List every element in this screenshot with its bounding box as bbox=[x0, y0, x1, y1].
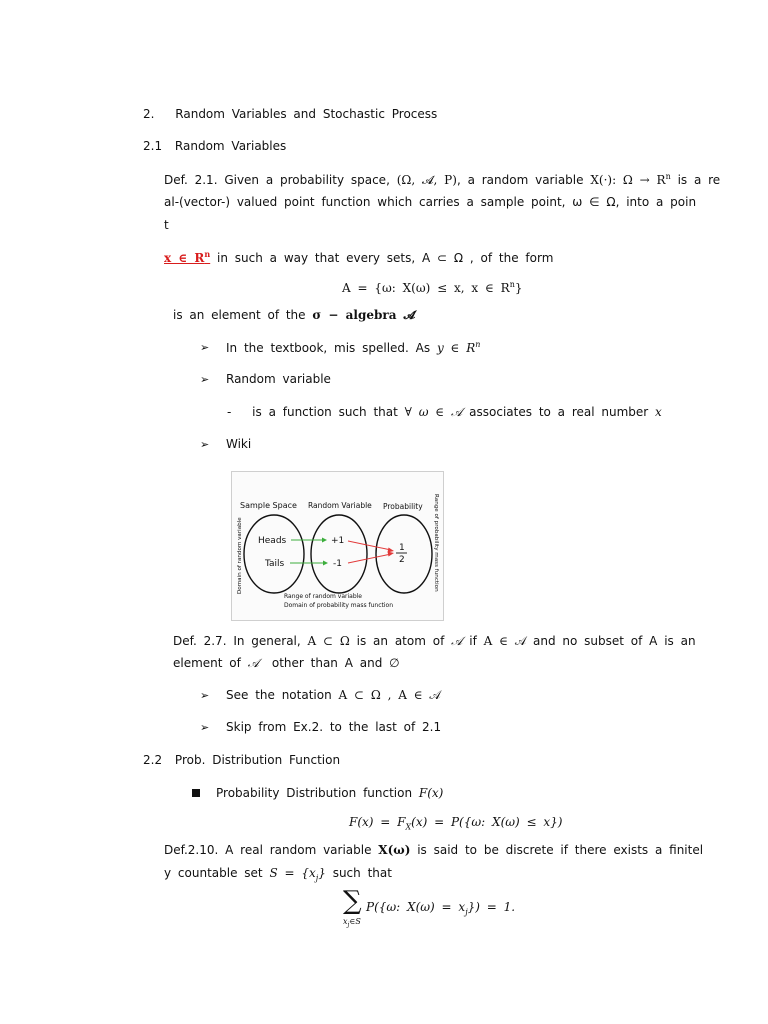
def-math: 𝒜 bbox=[451, 634, 463, 648]
def-text: y countable set bbox=[164, 866, 270, 880]
arrow-bullet-icon: ➢ bbox=[200, 341, 210, 354]
def-math bbox=[269, 866, 326, 883]
header-sample-space: Sample Space bbox=[240, 501, 297, 510]
half-denominator: 2 bbox=[399, 555, 405, 565]
bullet-wiki: Wiki bbox=[226, 437, 252, 451]
right-vertical-label: Range of probability mass function bbox=[433, 494, 439, 592]
section-title: Random Variables bbox=[174, 139, 287, 153]
sum-sub-j: j bbox=[347, 921, 350, 929]
dash-math: ∀ ω ∈ 𝒜 bbox=[404, 405, 463, 419]
def-text: Def. 2.7. In general, bbox=[173, 634, 308, 648]
bullet-math: A ⊂ Ω , A ∈ 𝒜 bbox=[338, 688, 441, 702]
def-text: is a re bbox=[670, 173, 721, 187]
plus-one-label: +1 bbox=[331, 536, 345, 546]
arrow-bullet-icon: ➢ bbox=[200, 689, 210, 702]
bullet-math: y ∈ R bbox=[436, 341, 476, 355]
random-variable-diagram bbox=[232, 472, 443, 620]
tails-label: Tails bbox=[265, 559, 285, 569]
red-arrowhead-icon bbox=[388, 552, 395, 557]
def-text: if bbox=[462, 634, 484, 648]
pdf-bullet bbox=[216, 786, 443, 800]
def-2-1-line-3: t bbox=[164, 218, 169, 232]
bullet-text: Probability Distribution function bbox=[216, 786, 419, 800]
def-math: A ∈ 𝒜 bbox=[483, 634, 527, 648]
bold-math: X(ω) bbox=[378, 843, 411, 857]
def-text: Def. 2.1. Given a probability space, bbox=[164, 173, 397, 187]
bullet-text: See the notation bbox=[226, 688, 339, 702]
def-text: other than A and ∅ bbox=[265, 656, 400, 670]
dash-item bbox=[227, 405, 662, 420]
sum-sub-x: x bbox=[343, 917, 348, 926]
rv-map: X(·): Ω → R bbox=[590, 173, 666, 187]
def-2-1-line-1 bbox=[164, 172, 721, 188]
header-probability: Probability bbox=[383, 502, 423, 511]
def-text: is an element of the bbox=[173, 308, 313, 322]
half-numerator: 1 bbox=[399, 543, 405, 553]
formula-sup: n bbox=[509, 280, 515, 289]
set-formula bbox=[342, 280, 523, 295]
def-text: is said to be discrete if there exists a finitel bbox=[410, 843, 704, 857]
left-vertical-label: Domain of random variable bbox=[237, 517, 243, 594]
formula-text: F(x) = F bbox=[349, 815, 406, 829]
rv-map-math bbox=[590, 173, 670, 187]
dash-text: associates to a real number bbox=[462, 405, 656, 419]
sum-sub-rest: ∈S bbox=[349, 917, 361, 926]
def-2-10-line-1 bbox=[164, 843, 704, 857]
random-variable-ellipse bbox=[311, 515, 367, 593]
formula-sub: X bbox=[405, 822, 412, 832]
bottom-label-range: Range of random variable bbox=[284, 593, 362, 600]
sum-symbol: ∑ bbox=[343, 886, 362, 916]
set-math: S = {x bbox=[269, 866, 316, 880]
def-text: is an atom of bbox=[349, 634, 452, 648]
sample-space-ellipse bbox=[244, 515, 304, 593]
arrow-bullet-icon: ➢ bbox=[200, 438, 210, 451]
dash-math: x bbox=[655, 405, 662, 419]
probability-ellipse bbox=[376, 515, 432, 593]
pdf-formula bbox=[349, 815, 562, 831]
def-math: 𝒜 bbox=[247, 656, 260, 670]
sum-expr-text: P({ω: X(ω) = x bbox=[366, 900, 466, 914]
set-math-end: } bbox=[318, 866, 326, 880]
square-bullet-icon bbox=[192, 789, 200, 797]
bullet-math: F(x) bbox=[418, 786, 444, 800]
set-math-sub: j bbox=[315, 873, 319, 883]
green-arrowhead-icon bbox=[323, 561, 328, 566]
bullet-textbook bbox=[226, 340, 480, 355]
red-arrow-plus bbox=[348, 541, 391, 550]
bullet-random-variable: Random variable bbox=[226, 372, 331, 386]
def-2-7-line-2 bbox=[173, 656, 400, 671]
def-text: Def.2.10. A real random variable bbox=[164, 843, 379, 857]
minus-one-label: -1 bbox=[333, 559, 342, 569]
def-text: and no subset of A is an bbox=[526, 634, 696, 648]
section-title: Prob. Distribution Function bbox=[174, 753, 341, 767]
arrow-bullet-icon: ➢ bbox=[200, 373, 210, 386]
section-2-heading bbox=[143, 107, 437, 121]
sum-expr-end: }) = 1. bbox=[467, 900, 516, 914]
section-2-1-heading bbox=[143, 139, 286, 153]
def-2-1-line-4 bbox=[164, 249, 553, 265]
def-math: A ⊂ Ω bbox=[307, 634, 350, 648]
def-2-1-line-6 bbox=[173, 308, 415, 323]
section-title: Random Variables and Stochastic Process bbox=[175, 107, 438, 121]
bullet-notation bbox=[226, 688, 441, 703]
section-number: 2. bbox=[143, 107, 155, 121]
heads-label: Heads bbox=[258, 536, 287, 546]
formula-end: } bbox=[514, 281, 523, 295]
rv-map-sup: n bbox=[665, 172, 671, 181]
red-underlined-math bbox=[164, 251, 210, 265]
red-arrow-minus bbox=[348, 554, 391, 563]
def-text: such that bbox=[325, 866, 392, 880]
arrow-bullet-icon: ➢ bbox=[200, 721, 210, 734]
bullet-math-sup: n bbox=[475, 340, 481, 349]
formula-text: A = {ω: X(ω) ≤ x, x ∈ R bbox=[342, 281, 510, 295]
bottom-label-domain: Domain of probability mass function bbox=[284, 602, 393, 609]
def-2-1-line-2: al-(vector-) valued point function which carries a sample point, ω ∈ Ω, into a poin bbox=[164, 195, 697, 209]
green-arrowhead-icon bbox=[322, 538, 327, 543]
def-2-10-line-2 bbox=[164, 866, 392, 882]
section-number: 2.2 bbox=[143, 753, 163, 767]
sum-expr-sub: j bbox=[465, 907, 468, 917]
def-text: in such a way that every sets, A ⊂ Ω , of the form bbox=[210, 251, 554, 265]
dash-marker: - bbox=[227, 405, 232, 419]
section-number: 2.1 bbox=[143, 139, 163, 153]
probability-space-math: (Ω, 𝓐, P) bbox=[396, 173, 457, 187]
red-math: x ∈ R bbox=[164, 251, 205, 265]
red-math-sup: n bbox=[204, 249, 211, 259]
def-math bbox=[378, 843, 410, 857]
sum-subscript bbox=[343, 917, 361, 929]
random-variable-figure bbox=[231, 471, 444, 621]
def-2-7-line-1 bbox=[173, 634, 696, 649]
def-text: element of bbox=[173, 656, 248, 670]
dash-text: is a function such that bbox=[252, 405, 405, 419]
def-text: , a random variable bbox=[456, 173, 591, 187]
bullet-skip: Skip from Ex.2. to the last of 2.1 bbox=[226, 720, 442, 734]
sum-expression bbox=[366, 900, 515, 916]
sigma-algebra-math: σ − algebra 𝓐 bbox=[312, 308, 416, 322]
section-2-2-heading bbox=[143, 753, 340, 767]
header-random-variable: Random Variable bbox=[308, 501, 372, 510]
formula-text: (x) = P({ω: X(ω) ≤ x}) bbox=[411, 815, 563, 829]
bullet-text: In the textbook, mis spelled. As bbox=[226, 341, 437, 355]
